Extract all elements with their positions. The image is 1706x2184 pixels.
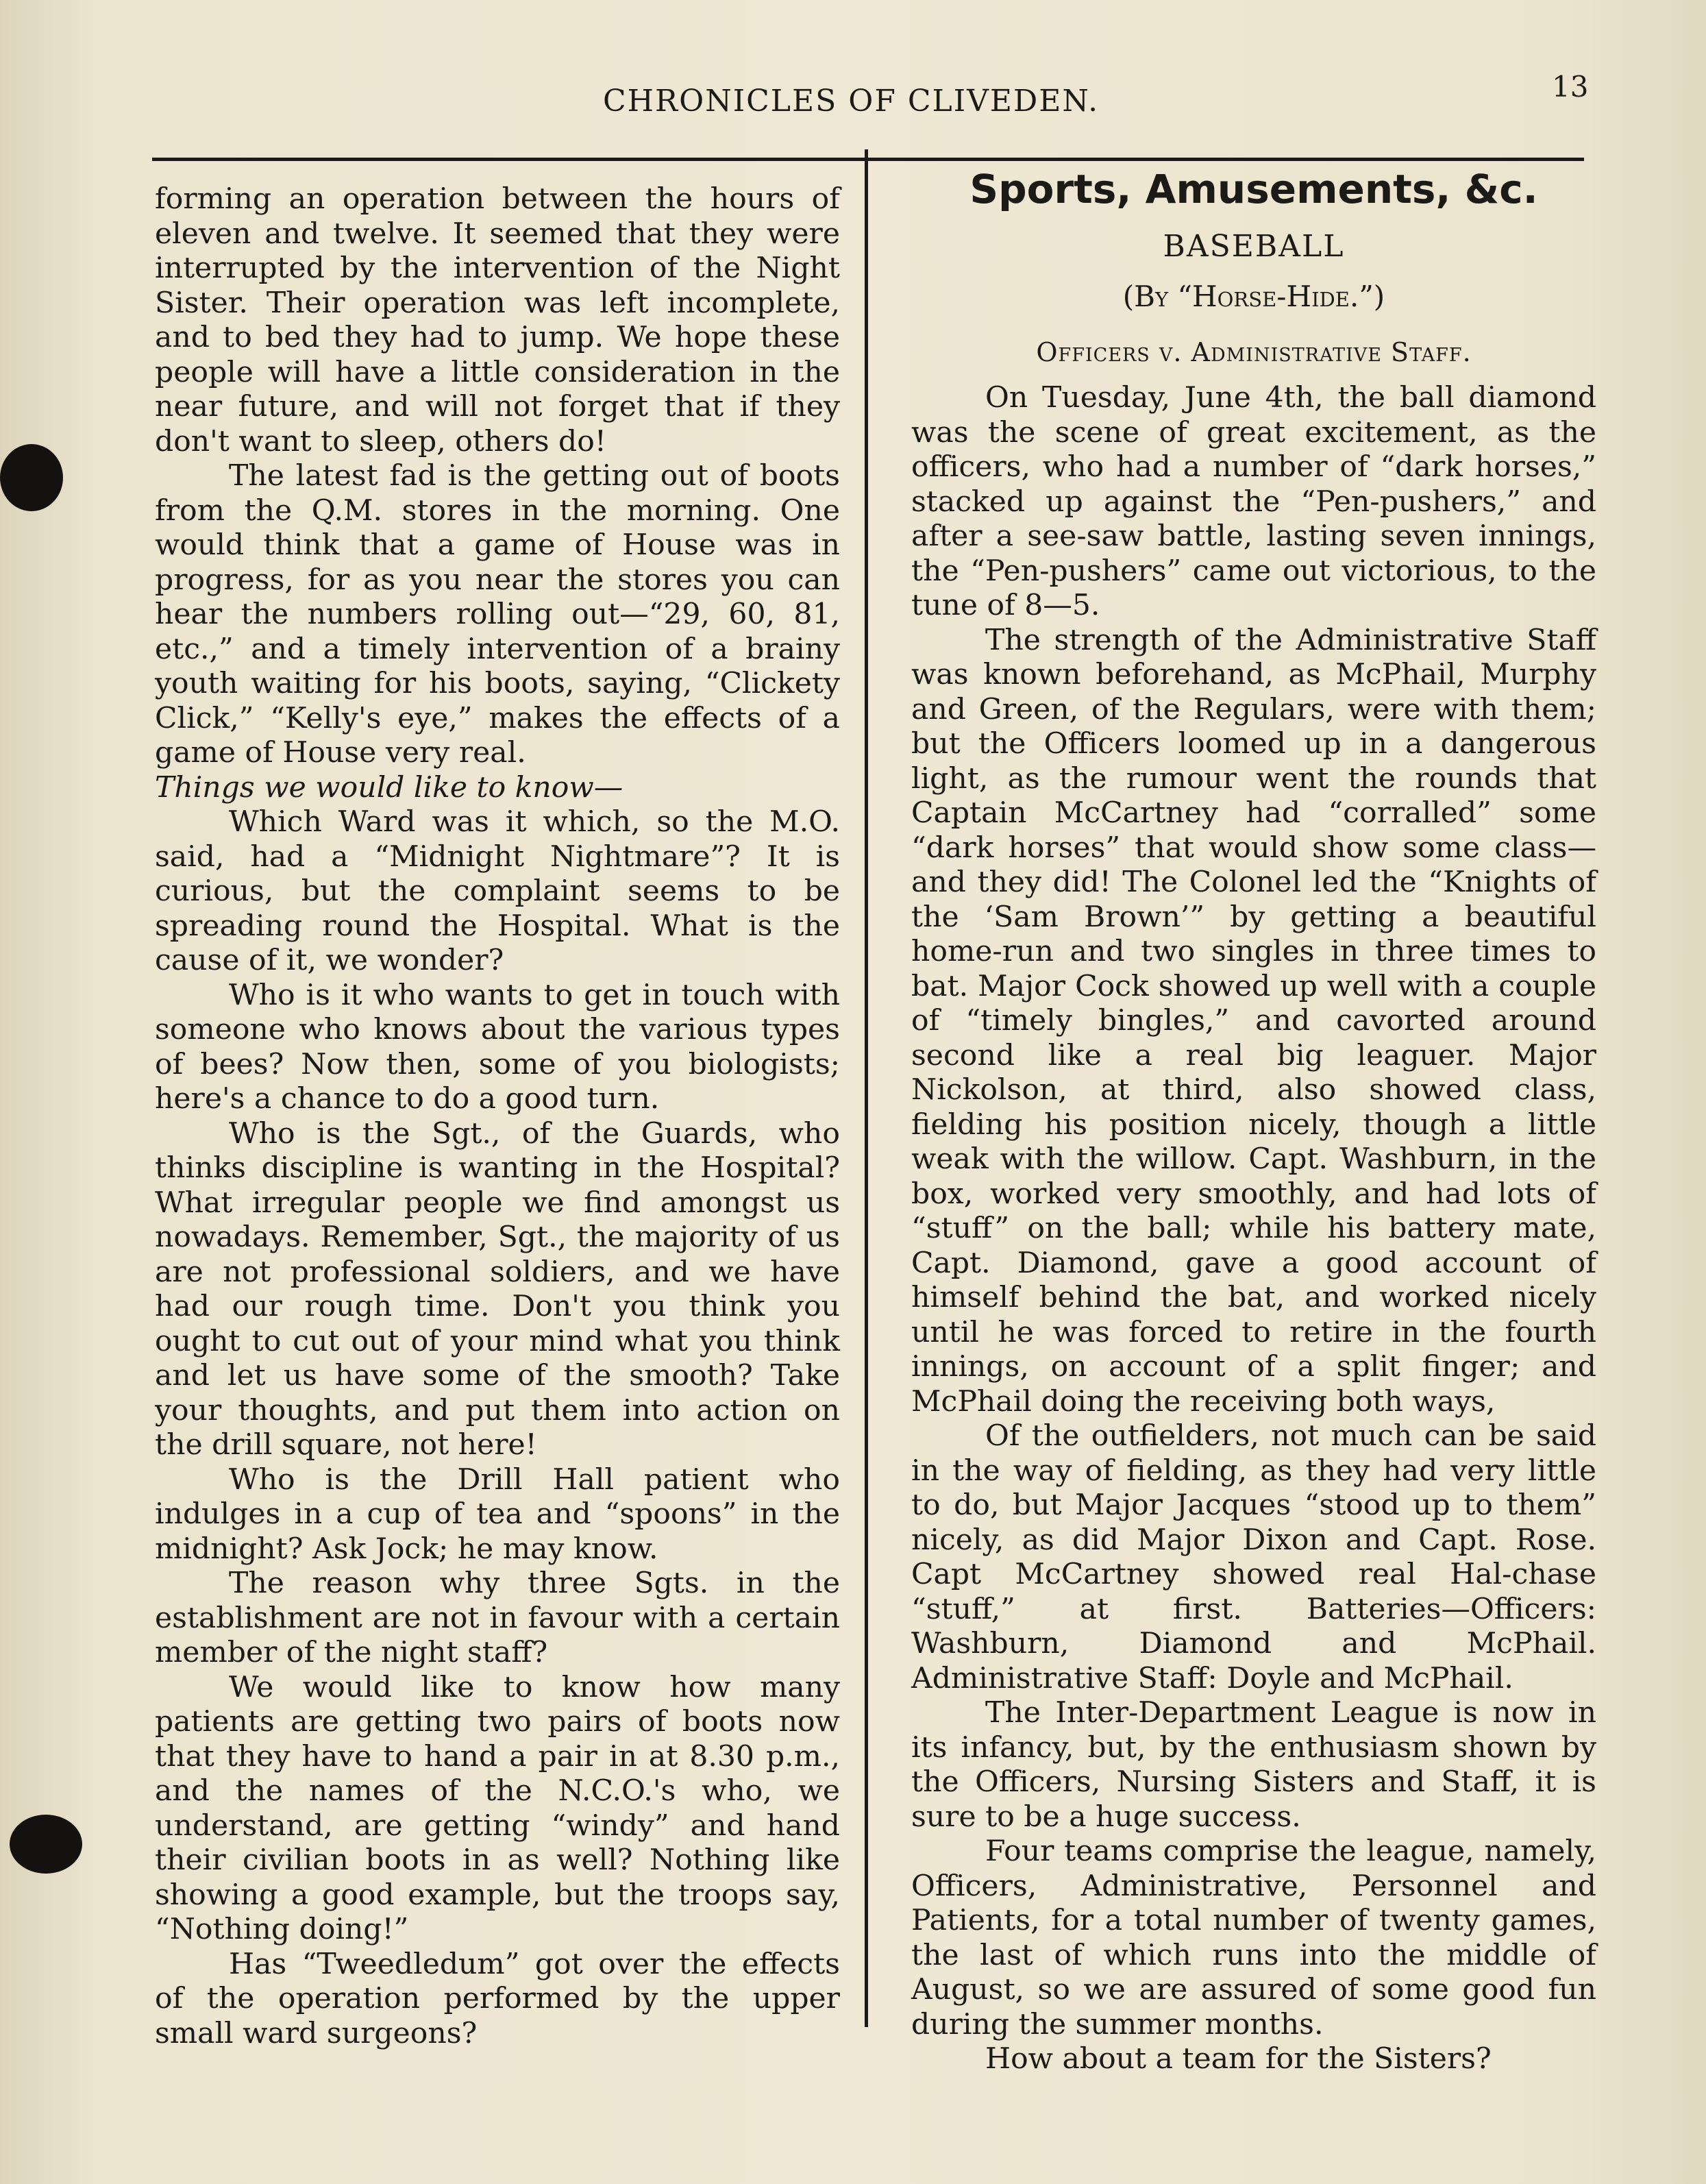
header-rule bbox=[152, 158, 1584, 161]
page-number: 13 bbox=[1552, 70, 1589, 103]
paragraph: Which Ward was it which, so the M.O. said, had a “Midnight Nightmare”? It is curious, but the complaint seems to be spreading round the Hospital. What is the cause of it, we wonder? bbox=[155, 805, 840, 977]
baseball-subtitle: BASEBALL bbox=[1163, 229, 1345, 264]
byline: (By “Horse-Hide.”) bbox=[1122, 280, 1385, 313]
paragraph: The latest fad is the getting out of boots from the Q.M. stores in the morning. One would think that a game of House was in progress, for as you near the stores you can hear the numbers rolling out—“29, 60, 81, etc.,” and a timely intervention of a brainy youth waiting for his boots, saying, “Clickety Click,” “Kelly's eye,” makes the effects of a game of House very real. bbox=[155, 459, 840, 770]
binding-hole-bottom bbox=[10, 1815, 82, 1874]
paragraph: The Inter-Department League is now in its infancy, but, by the enthusiasm shown by the Officers, Nursing Sisters and Staff, it is sure to be a huge success. bbox=[911, 1696, 1596, 1834]
paragraph: Who is the Drill Hall patient who indulges in a cup of tea and “spoons” in the midnight? Ask Jock; he may know. bbox=[155, 1462, 840, 1566]
paragraph: Of the outfielders, not much can be said in the way of fielding, as they had very little to do, but Major Jacques “stood up to them” nicely, as did Major Dixon and Capt. Rose. Capt McCartney showed real Hal-chase “stuff,” at first. Batteries—Officers: Washburn, Diamond and McPhail. Administrative Staff: Doyle and McPhail. bbox=[911, 1419, 1596, 1695]
paragraph: Who is it who wants to get in touch with someone who knows about the various types of bees? Now then, some of you biologists; here's a chance to do a good turn. bbox=[155, 978, 840, 1116]
binding-hole-top bbox=[0, 444, 63, 511]
paragraph: The reason why three Sgts. in the establishment are not in favour with a certain member of the night staff? bbox=[155, 1567, 840, 1669]
running-title: CHRONICLES OF CLIVEDEN. bbox=[603, 84, 1100, 119]
paragraph: We would like to know how many patients are getting two pairs of boots now that they have to hand a pair in at 8.30 p.m., and the names of the N.C.O.'s who, we understand, are getting “windy” and hand their civilian boots in as well? Nothing like showing a good example, but the troops say, “Nothing doing!” bbox=[155, 1670, 840, 1946]
paragraph: Who is the Sgt., of the Guards, who thinks discipline is wanting in the Hospital? What irregular people we find amongst us nowadays. Remember, Sgt., the majority of us are not professional soldiers, and we have had our rough time. Don't you think you ought to cut out of your mind what you think and let us have some of the smooth? Take your thoughts, and put them into action on the drill square, not here! bbox=[155, 1116, 840, 1462]
paragraph: Four teams comprise the league, namely, Officers, Administrative, Personnel and Patients, for a total number of twenty games, the last of which runs into the middle of August, so we are assured of some good fun during the summer months. bbox=[911, 1835, 1596, 2041]
paragraph: forming an operation between the hours of eleven and twelve. It seemed that they were interrupted by the intervention of the Night Sister. Their operation was left incomplete, and to bed they had to jump. We hope these people will have a little consideration in the near future, and will not forget that if they don't want to sleep, others do! bbox=[155, 182, 840, 458]
column-divider bbox=[865, 149, 868, 2027]
match-heading: Officers v. Administrative Staff. bbox=[1036, 337, 1472, 367]
paragraph: Has “Tweedledum” got over the effects of the operation performed by the upper small ward surgeons? bbox=[155, 1947, 840, 2050]
paragraph: The strength of the Administrative Staff was known beforehand, as McPhail, Murphy and Green, of the Regulars, were with them; but the Officers loomed up in a dangerous light, as the rumour went the rounds that Captain McCartney had “corralled” some “dark horses” that would show some class—and they did! The Colonel led the “Knights of the ‘Sam Brown’” by getting a beautiful home-run and two singles in three times to bat. Major Cock showed up well with a couple of “timely bingles,” and cavorted around second like a real big leaguer. Major Nickolson, at third, also showed class, fielding his position nicely, though a little weak with the willow. Capt. Washburn, in the box, worked very smoothly, and had lots of “stuff” on the ball; while his battery mate, Capt. Diamond, gave a good account of himself behind the bat, and worked nicely until he was forced to retire in the fourth innings, on account of a split finger; and McPhail doing the receiving both ways, bbox=[911, 623, 1596, 1419]
paragraph: On Tuesday, June 4th, the ball diamond was the scene of great excitement, as the officers, who had a number of “dark horses,” stacked up against the “Pen-pushers,” and after a see-saw battle, lasting seven innings, the “Pen-pushers” came out victorious, to the tune of 8—5. bbox=[911, 381, 1596, 622]
left-column bbox=[155, 182, 840, 2051]
section-heading-things-we-would-like-to-know: Things we would like to know— bbox=[155, 770, 623, 805]
right-column bbox=[911, 381, 1596, 2077]
paragraph: How about a team for the Sisters? bbox=[985, 2042, 1492, 2076]
sports-section-title: Sports, Amusements, &c. bbox=[969, 166, 1538, 212]
